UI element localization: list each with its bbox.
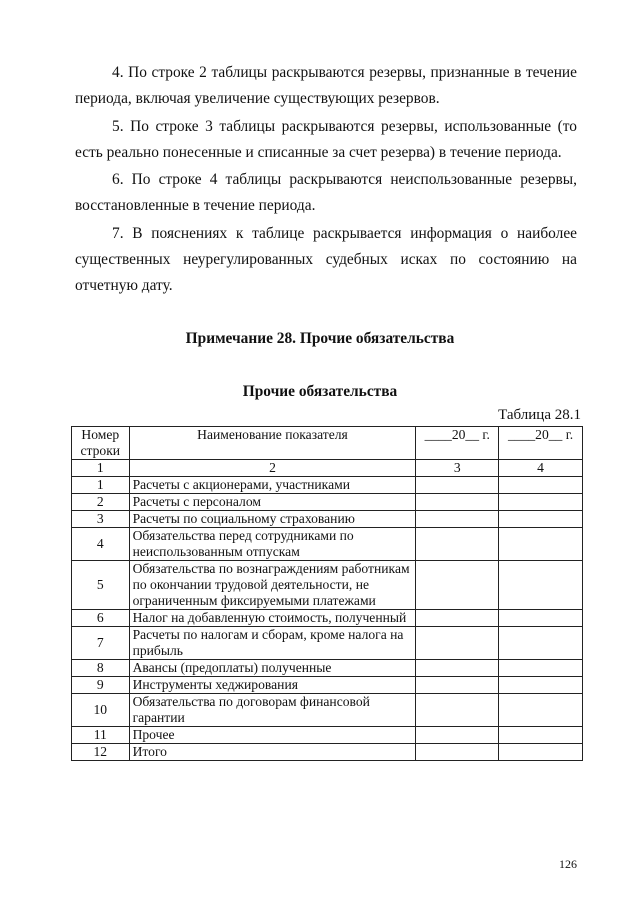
row-value-cell — [416, 694, 499, 727]
row-value-cell — [416, 744, 499, 761]
row-value-cell — [499, 477, 583, 494]
column-number: 3 — [416, 460, 499, 477]
row-name: Обязательства по договорам финансовой гарантии — [129, 694, 416, 727]
row-number: 10 — [72, 694, 130, 727]
row-number: 1 — [72, 477, 130, 494]
paragraph-5: 5. По строке 3 таблицы раскрываются резервы, использованные (то есть реально понесенные и списанные за счет резерва) в течение периода. — [75, 118, 577, 161]
table-row — [72, 727, 583, 744]
table-row — [72, 660, 583, 677]
table-row — [72, 528, 583, 561]
row-name: Прочее — [129, 727, 416, 744]
row-number: 9 — [72, 677, 130, 694]
row-value-cell — [499, 511, 583, 528]
row-number: 5 — [72, 561, 130, 610]
row-value-cell — [416, 660, 499, 677]
row-number: 4 — [72, 528, 130, 561]
row-number: 6 — [72, 610, 130, 627]
table-row — [72, 677, 583, 694]
row-value-cell — [499, 694, 583, 727]
row-value-cell — [416, 627, 499, 660]
row-number: 12 — [72, 744, 130, 761]
row-name: Обязательства по вознаграждениям работникам по окончании трудовой деятельности, не ограниченным фиксируемыми платежами — [129, 561, 416, 610]
row-name: Налог на добавленную стоимость, полученный — [129, 610, 416, 627]
row-value-cell — [499, 610, 583, 627]
row-name: Итого — [129, 744, 416, 761]
table-row — [72, 627, 583, 660]
row-name: Обязательства перед сотрудниками по неиспользованным отпускам — [129, 528, 416, 561]
row-value-cell — [499, 744, 583, 761]
column-number: 2 — [129, 460, 416, 477]
table-title: Прочие обязательства — [242, 383, 398, 400]
column-number-row — [72, 460, 583, 477]
other-liabilities-table — [71, 426, 583, 761]
row-name: Расчеты с акционерами, участниками — [129, 477, 416, 494]
paragraph-4: 4. По строке 2 таблицы раскрываются резервы, признанные в течение периода, включая увеличение существующих резервов. — [75, 64, 577, 107]
paragraph-6: 6. По строке 4 таблицы раскрываются неиспользованные резервы, восстановленные в течение периода. — [75, 171, 577, 214]
note-title: Примечание 28. Прочие обязательства — [185, 330, 455, 347]
row-number: 3 — [72, 511, 130, 528]
row-value-cell — [499, 660, 583, 677]
table-body — [72, 477, 583, 761]
table-row — [72, 744, 583, 761]
row-value-cell — [499, 677, 583, 694]
header-indicator-name: Наименование показателя — [129, 427, 416, 460]
table-header-row — [72, 427, 583, 460]
table-row — [72, 610, 583, 627]
row-value-cell — [499, 528, 583, 561]
row-value-cell — [416, 727, 499, 744]
row-value-cell — [416, 528, 499, 561]
table-row — [72, 694, 583, 727]
column-number: 4 — [499, 460, 583, 477]
row-value-cell — [499, 561, 583, 610]
header-period-1: ____20__ г. — [416, 427, 499, 460]
row-name: Инструменты хеджирования — [129, 677, 416, 694]
row-name: Авансы (предоплаты) полученные — [129, 660, 416, 677]
row-value-cell — [499, 494, 583, 511]
table-row — [72, 511, 583, 528]
page-number: 126 — [559, 857, 577, 871]
row-name: Расчеты по налогам и сборам, кроме налога на прибыль — [129, 627, 416, 660]
column-number: 1 — [72, 460, 130, 477]
row-value-cell — [416, 561, 499, 610]
row-value-cell — [499, 727, 583, 744]
table-row — [72, 561, 583, 610]
row-value-cell — [499, 627, 583, 660]
row-value-cell — [416, 511, 499, 528]
table-row — [72, 494, 583, 511]
paragraph-7: 7. В пояснениях к таблице раскрывается информация о наиболее существенных неурегулированных судебных исках по состоянию на отчетную дату. — [75, 225, 577, 294]
row-number: 7 — [72, 627, 130, 660]
row-value-cell — [416, 610, 499, 627]
table-caption: Таблица 28.1 — [498, 407, 581, 423]
row-number: 2 — [72, 494, 130, 511]
table-row — [72, 477, 583, 494]
row-number: 8 — [72, 660, 130, 677]
header-row-number: Номер строки — [72, 427, 130, 460]
row-name: Расчеты по социальному страхованию — [129, 511, 416, 528]
row-number: 11 — [72, 727, 130, 744]
row-value-cell — [416, 494, 499, 511]
row-value-cell — [416, 677, 499, 694]
row-value-cell — [416, 477, 499, 494]
header-period-2: ____20__ г. — [499, 427, 583, 460]
row-name: Расчеты с персоналом — [129, 494, 416, 511]
